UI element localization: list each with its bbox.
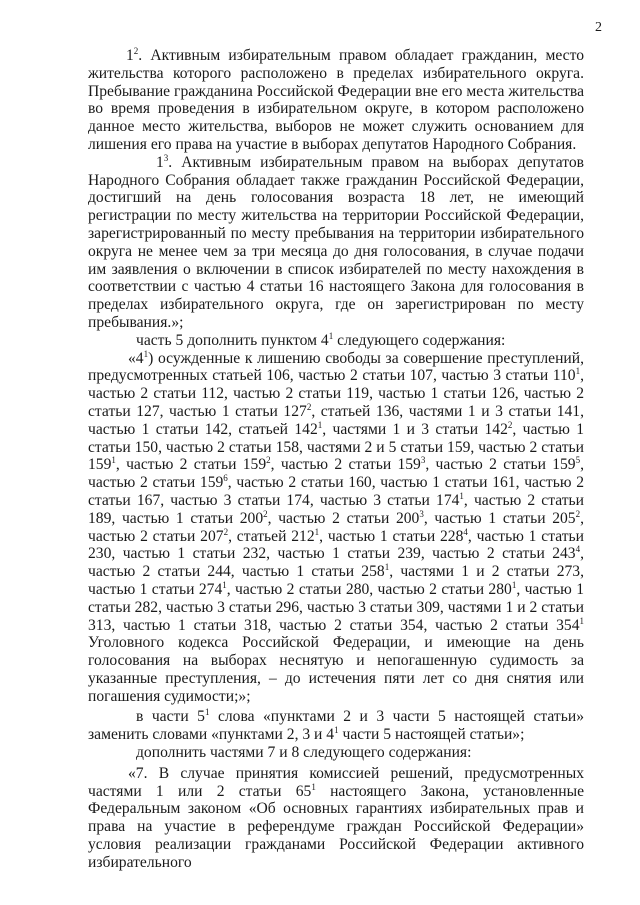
- paragraph-6: дополнить частями 7 и 8 следующего содержания:: [136, 744, 472, 762]
- paragraph-1: $1^2$. Активным избирательным правом обладает гражданин, место жительства которого расположено в пределах избирательного округа. Пребывание гражданина Российской Федерации вне его места жительства во время проведения в избирательном округе, в котором расположено данное место жительства, выборов не может служить основанием для лишения его права на участие в выборах депутатов Народного Собрания.: [88, 46, 584, 153]
- paragraph-3: часть 5 дополнить пунктом $4^1$ следующего содержания:: [136, 330, 506, 349]
- paragraph-7: «7. В случае принятия комиссией решений, предусмотренных частями 1 или 2 статьи $65^1$ настоящего Закона, установленные Федеральным законом «Об основных гарантиях избирательных прав и права на участие в референдуме граждан Российской Федерации» условия реализации гражданами Российской Федерации активного избирательного: [88, 764, 584, 871]
- paragraph-5: в части $5^1$ слова «пунктами 2 и 3 части 5 настоящей статьи» заменить словами «пунктами 2, 3 и $4^1$ части 5 настоящей статьи»;: [88, 707, 584, 744]
- document-body: [88, 47, 584, 872]
- paragraph-4: «$4^1$) осужденные к лишению свободы за совершение преступлений, предусмотренных статьей 106, частью 2 статьи 107, частью 3 статьи $110^1$, частью 2 статьи 112, частью 2 статьи 119, частью 1 статьи 126, частью 2 статьи 127, частью 1 статьи $127^2$, статьей 136, частями 1 и 3 статьи 141, частью 1 статьи 142, статьей $142^1$, частями 1 и 3 статьи $142^2$, частью 1 статьи 150, частью 2 статьи 158, частями 2 и 5 статьи 159, частью 2 статьи $159^1$, частью 2 статьи $159^2$, частью 2 статьи $159^3$, частью 2 статьи $159^5$, частью 2 статьи $159^6$, частью 2 статьи 160, частью 1 статьи 161, частью 2 статьи 167, частью 3 статьи 174, частью 3 статьи $174^1$, частью 2 статьи 189, частью 1 статьи $200^2$, частью 2 статьи $200^3$, частью 1 статьи $205^2$, частью 2 статьи $207^2$, статьей $212^1$, частью 1 статьи $228^4$, частью 1 статьи 230, частью 1 статьи 232, частью 1 статьи 239, частью 2 статьи $243^4$, частью 2 статьи 244, частью 1 статьи $258^1$, частями 1 и 2 статьи 273, частью 1 статьи $274^1$, частью 2 статьи 280, частью 2 статьи $280^1$, частью 1 статьи 282, частью 3 статьи 296, частью 3 статьи 309, частями 1 и 2 статьи 313, частью 1 статьи 318, частью 2 статьи 354, частью 2 статьи $354^1$ Уголовного кодекса Российской Федерации, и имеющие на день голосования на выборах неснятую и непогашенную судимость за указанные преступления, – до истечения пяти лет со дня снятия или погашения судимости;»;: [88, 348, 584, 705]
- paragraph-2: $1^3$. Активным избирательным правом на выборах депутатов Народного Собрания обладает также гражданин Российской Федерации, достигший на день голосования возраста 18 лет, не имеющий регистрации по месту жительства на территории Российской Федерации, зарегистрированный по месту пребывания на территории избирательного округа не менее чем за три месяца до дня голосования, в случае подачи им заявления о включении в список избирателей по месту нахождения в соответствии с частью 4 статьи 16 настоящего Закона для голосования в пределах избирательного округа, где он зарегистрирован по месту пребывания.»;: [88, 152, 584, 331]
- page-number: 2: [595, 20, 602, 35]
